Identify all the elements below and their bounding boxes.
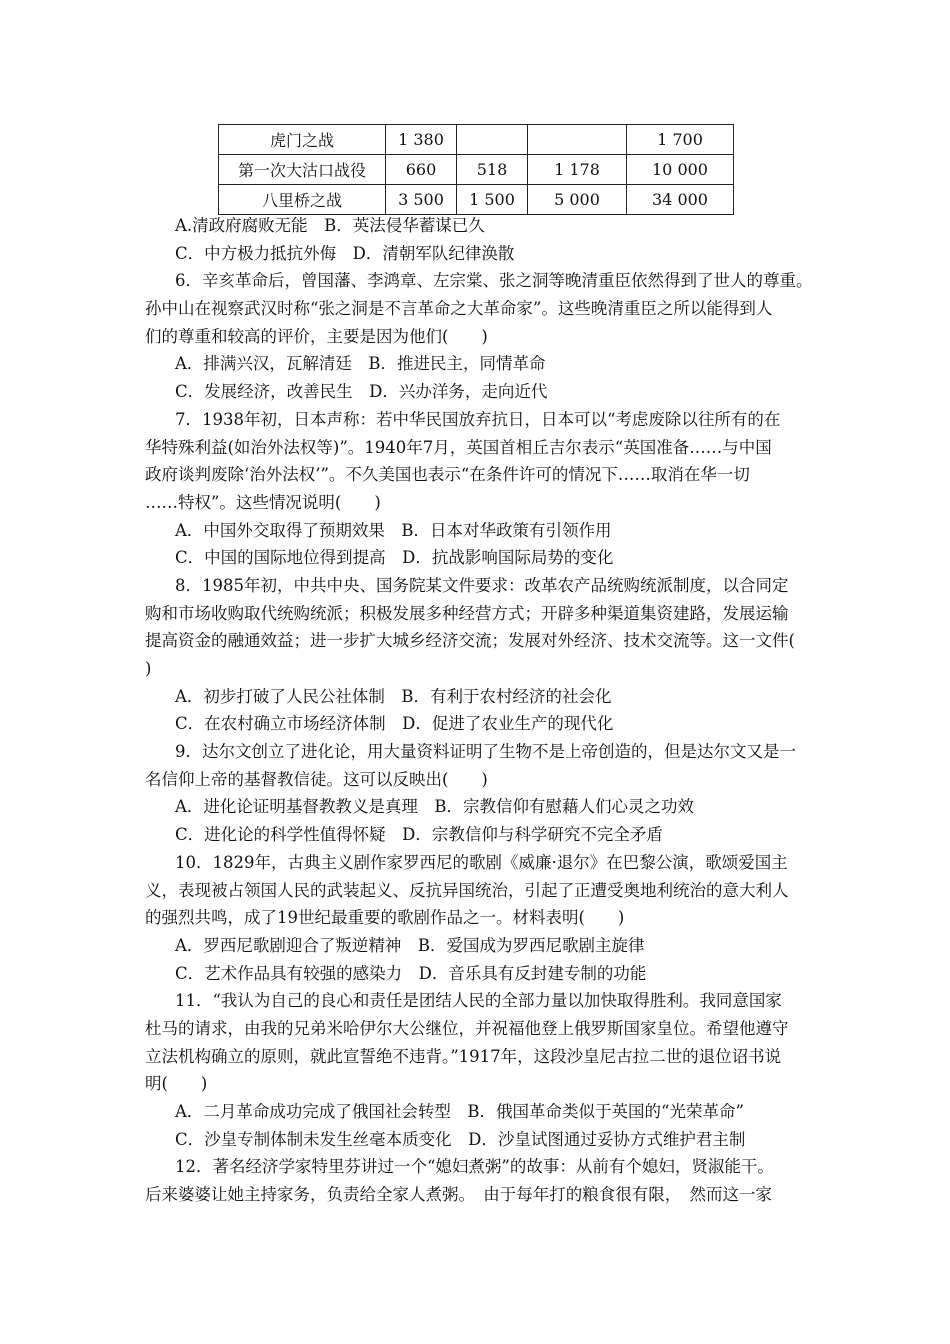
question-line: 后来婆婆让她主持家务，负责给全家人煮粥。 由于每年打的粮食很有限， 然而这一家	[145, 1185, 772, 1205]
answer-options: C．进化论的科学性值得怀疑 D．宗教信仰与科学研究不完全矛盾	[175, 825, 663, 845]
answer-options: A．二月革命成功完成了俄国社会转型 B．俄国革命类似于英国的“光荣革命”	[175, 1102, 744, 1121]
question-line: 9．达尔文创立了进化论，用大量资料证明了生物不是上帝创造的，但是达尔文又是一	[175, 742, 796, 762]
table-cell: 34 000	[627, 185, 734, 215]
question-line: 名信仰上帝的基督教信徒。这可以反映出( )	[145, 769, 488, 789]
table-cell: 1 380	[386, 125, 457, 155]
table-cell: 10 000	[627, 155, 734, 185]
question-line: 购和市场收购取代统购统派；积极发展多种经营方式；开辟多种渠道集资建路，发展运输	[145, 603, 789, 623]
question-text	[145, 212, 813, 1209]
table-cell: 5 000	[528, 185, 627, 215]
table-cell	[528, 125, 627, 155]
question-line: 立法机构确立的原则，就此宣誓绝不违背。”1917年，这段沙皇尼古拉二世的退位诏书说	[145, 1046, 782, 1066]
answer-options: C．在农村确立市场经济体制 D．促进了农业生产的现代化	[175, 714, 614, 734]
casualty-table	[218, 124, 734, 215]
question-line: 义，表现被占领国人民的武装起义、反抗异国统治，引起了正遭受奥地利统治的意大利人	[145, 880, 789, 900]
question-line: 杜马的请求，由我的兄弟米哈伊尔大公继位，并祝福他登上俄罗斯国家皇位。希望他遵守	[145, 1018, 789, 1038]
table-cell: 1 500	[457, 185, 528, 215]
answer-options: A．进化论证明基督教教义是真理 B．宗教信仰有慰藉人们心灵之功效	[175, 797, 695, 817]
answer-options: A．排满兴汉，瓦解清廷 B．推进民主，同情革命	[175, 354, 546, 374]
question-line: 的强烈共鸣，成了19世纪最重要的歌剧作品之一。材料表明( )	[145, 908, 625, 928]
table-cell	[457, 125, 528, 155]
answer-options: C．发展经济，改善民生 D．兴办洋务，走向近代	[175, 382, 548, 402]
table-cell: 518	[457, 155, 528, 185]
question-line: 7．1938年初，日本声称：若中华民国放弃抗日，日本可以“考虑废除以往所有的在	[175, 409, 781, 429]
question-line: 华特殊利益(如治外法权等)”。1940年7月，英国首相丘吉尔表示“英国准备……与中国	[145, 437, 772, 457]
table-cell: 1 178	[528, 155, 627, 185]
table-row	[219, 155, 734, 185]
question-line: 们的尊重和较高的评价，主要是因为他们( )	[145, 326, 488, 346]
answer-options: A.清政府腐败无能 B．英法侵华蓄谋已久	[175, 216, 485, 235]
answer-options: A．初步打破了人民公社体制 B．有利于农村经济的社会化	[175, 686, 612, 706]
answer-options: A．罗西尼歌剧迎合了叛逆精神 B．爱国成为罗西尼歌剧主旋律	[175, 935, 645, 955]
table-cell: 虎门之战	[219, 125, 386, 155]
table-cell: 八里桥之战	[219, 185, 386, 215]
table-cell: 660	[386, 155, 457, 185]
question-line: 8．1985年初，中共中央、国务院某文件要求：改革农产品统购统派制度，以合同定	[175, 575, 789, 595]
answer-options: A．中国外交取得了预期效果 B．日本对华政策有引领作用	[175, 520, 612, 540]
answer-options: C．中国的国际地位得到提高 D．抗战影响国际局势的变化	[175, 548, 614, 568]
question-line: 6．辛亥革命后，曾国藩、李鸿章、左宗棠、张之洞等晚清重臣依然得到了世人的尊重。	[175, 271, 813, 291]
table-row	[219, 185, 734, 215]
question-line: )	[145, 659, 152, 678]
question-line: 10．1829年，古典主义剧作家罗西尼的歌剧《威廉·退尔》在巴黎公演，歌颂爱国主	[175, 852, 788, 872]
answer-options: C．艺术作品具有较强的感染力 D．音乐具有反封建专制的功能	[175, 963, 647, 983]
table-cell: 1 700	[627, 125, 734, 155]
answer-options: C．中方极力抵抗外侮 D．清朝军队纪律涣散	[175, 243, 515, 263]
answer-options: C．沙皇专制体制未发生丝毫本质变化 D．沙皇试图通过妥协方式维护君主制	[175, 1129, 746, 1149]
question-line: 提高资金的融通效益；进一步扩大城乡经济交流；发展对外经济、技术交流等。这一文件(	[145, 631, 795, 651]
question-line: 明( )	[145, 1074, 208, 1094]
table-row	[219, 125, 734, 155]
question-line: 12．著名经济学家特里芬讲过一个“媳妇煮粥”的故事：从前有个媳妇，贤淑能干。	[175, 1157, 774, 1177]
question-line: 孙中山在视察武汉时称“张之洞是不言革命之大革命家”。这些晚清重臣之所以能得到人	[145, 299, 773, 319]
table-cell: 3 500	[386, 185, 457, 215]
table-cell: 第一次大沽口战役	[219, 155, 386, 185]
question-line: 政府谈判废除‘治外法权’”。不久美国也表示“在条件许可的情况下……取消在华一切	[145, 465, 750, 485]
question-line: ……特权”。这些情况说明( )	[145, 492, 381, 512]
question-line: 11．“我认为自己的良心和责任是团结人民的全部力量以加快取得胜利。我同意国家	[175, 991, 782, 1011]
